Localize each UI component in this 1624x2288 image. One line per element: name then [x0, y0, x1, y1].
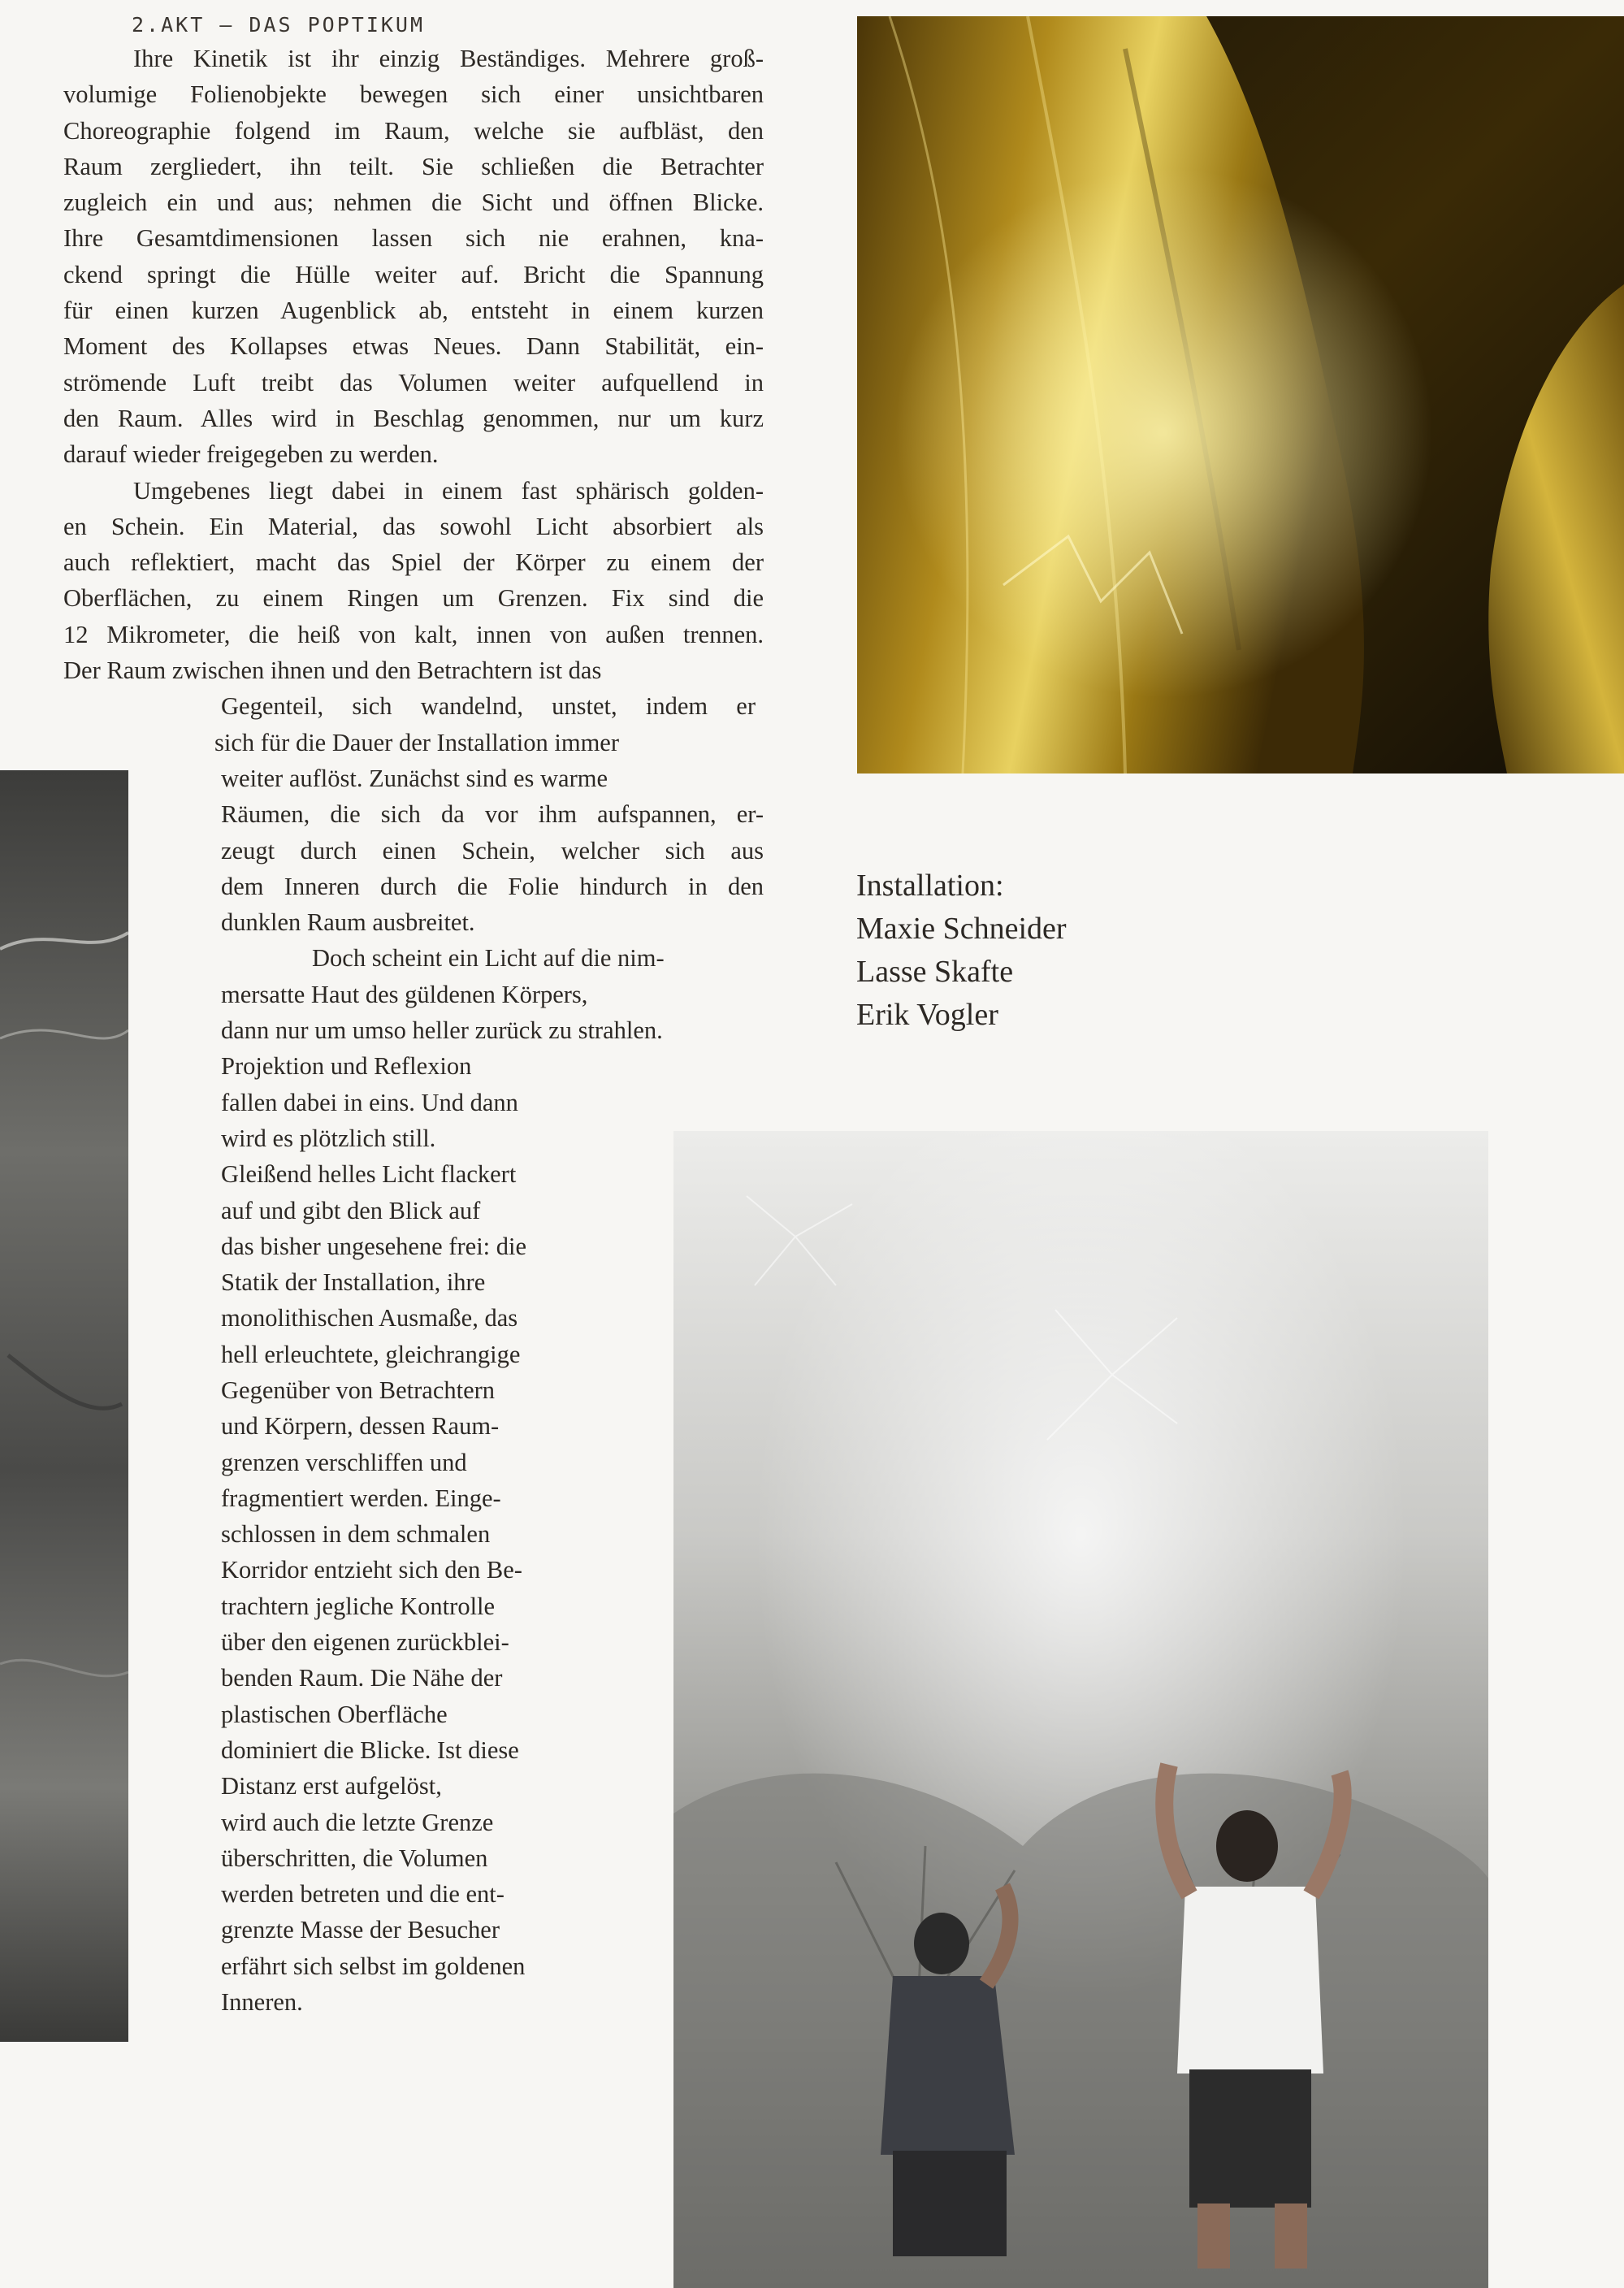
- text-line: volumige Folienobjekte bewegen sich einer unsichtbaren: [63, 80, 764, 109]
- text-line: schlossen in dem schmalen: [221, 1520, 491, 1549]
- text-line: Moment des Kollapses etwas Neues. Dann Stabilität, ein-: [63, 332, 764, 361]
- text-line: wird es plötzlich still.: [221, 1124, 436, 1152]
- credit-name: Maxie Schneider: [856, 912, 1067, 946]
- text-line: dem Inneren durch die Folie hindurch in den: [221, 872, 764, 900]
- text-line: weiter auflöst. Zunächst sind es warme: [221, 764, 608, 792]
- text-line: hell erleuchtete, gleichrangige: [221, 1340, 521, 1368]
- text-line: über den eigenen zurückblei-: [221, 1628, 509, 1657]
- text-line: dunklen Raum ausbreitet.: [221, 908, 475, 937]
- text-line: und Körpern, dessen Raum-: [221, 1412, 500, 1441]
- text-line: das bisher ungesehene frei: die: [221, 1232, 527, 1260]
- silver-foil-detail-image: [0, 770, 128, 2042]
- text-line: en Schein. Ein Material, das sowohl Licht absorbiert als: [63, 512, 764, 540]
- text-line: Distanz erst aufgelöst,: [221, 1772, 442, 1800]
- text-line: Ihre Kinetik ist ihr einzig Beständiges. Mehrere groß-: [133, 45, 764, 72]
- text-line: dominiert die Blicke. Ist diese: [221, 1736, 519, 1764]
- text-line: Choreographie folgend im Raum, welche sie aufbläst, den: [63, 116, 764, 145]
- installation-credits: [856, 864, 1067, 1037]
- gold-foil-image: [857, 16, 1624, 774]
- credits-label: Installation:: [856, 869, 1004, 903]
- text-line: Räumen, die sich da vor ihm aufspannen, er-: [221, 800, 764, 829]
- text-line: auch reflektiert, macht das Spiel der Körper zu einem der: [63, 548, 764, 577]
- text-line: fallen dabei in eins. Und dann: [221, 1088, 518, 1116]
- text-line: strömende Luft treibt das Volumen weiter aufquellend in: [63, 368, 764, 396]
- text-line: den Raum. Alles wird in Beschlag genommen, nur um kurz: [63, 404, 764, 432]
- text-line: Gegenüber von Betrachtern: [221, 1376, 496, 1404]
- text-line: grenzen verschliffen und: [221, 1448, 467, 1476]
- text-line: darauf wieder freigegeben zu werden.: [63, 440, 439, 469]
- text-line: Projektion und Reflexion: [221, 1052, 472, 1081]
- text-line: monolithischen Ausmaße, das: [221, 1304, 518, 1332]
- text-line: Gegenteil, sich wandelnd, unstet, indem er: [221, 692, 756, 721]
- text-line: sich für die Dauer der Installation immer: [214, 728, 619, 756]
- gold-foil-photo: [857, 16, 1624, 774]
- text-line: Umgebenes liegt dabei in einem fast sphärisch golden-: [133, 476, 764, 505]
- text-line: ckend springt die Hülle weiter auf. Bricht die Spannung: [63, 260, 764, 288]
- silver-foil-detail-photo: [0, 770, 128, 2042]
- text-line: zeugt durch einen Schein, welcher sich aus: [221, 836, 764, 864]
- text-line: Oberflächen, zu einem Ringen um Grenzen. Fix sind die: [63, 584, 764, 613]
- silver-foil-installation-photo: [673, 1131, 1488, 2288]
- text-line: 12 Mikrometer, die heiß von kalt, innen von außen trennen.: [63, 620, 764, 648]
- text-line: Doch scheint ein Licht auf die nim-: [312, 944, 665, 973]
- text-line: plastischen Oberfläche: [221, 1700, 448, 1728]
- text-line: benden Raum. Die Nähe der: [221, 1664, 503, 1692]
- text-line: erfährt sich selbst im goldenen: [221, 1952, 526, 1980]
- text-line: werden betreten und die ent-: [221, 1880, 505, 1909]
- text-line: Gleißend helles Licht flackert: [221, 1160, 517, 1189]
- text-line: Korridor entzieht sich den Be-: [221, 1556, 522, 1584]
- text-line: zugleich ein und aus; nehmen die Sicht und öffnen Blicke.: [63, 188, 764, 217]
- text-line: überschritten, die Volumen: [221, 1844, 488, 1872]
- silver-foil-installation-image: [673, 1131, 1488, 2288]
- text-line: auf und gibt den Blick auf: [221, 1196, 481, 1224]
- credit-name: Erik Vogler: [856, 998, 998, 1032]
- text-line: Statik der Installation, ihre: [221, 1268, 486, 1297]
- text-line: dann nur um umso heller zurück zu strahlen.: [221, 1016, 663, 1045]
- text-line: für einen kurzen Augenblick ab, entsteht in einem kurzen: [63, 297, 764, 325]
- text-line: Ihre Gesamtdimensionen lassen sich nie erahnen, kna-: [63, 224, 764, 253]
- section-heading: 2.AKT — DAS POPTIKUM: [132, 13, 426, 37]
- text-line: trachtern jegliche Kontrolle: [221, 1592, 496, 1620]
- text-line: fragmentiert werden. Einge-: [221, 1484, 501, 1512]
- text-line: Inneren.: [221, 1988, 303, 2017]
- text-line: wird auch die letzte Grenze: [221, 1808, 494, 1836]
- text-line: Raum zergliedert, ihn teilt. Sie schließen die Betrachter: [63, 152, 764, 180]
- text-line: mersatte Haut des güldenen Körpers,: [221, 980, 588, 1008]
- text-line: Der Raum zwischen ihnen und den Betrachtern ist das: [63, 656, 602, 685]
- text-line: grenzte Masse der Besucher: [221, 1916, 500, 1944]
- credit-name: Lasse Skafte: [856, 955, 1014, 989]
